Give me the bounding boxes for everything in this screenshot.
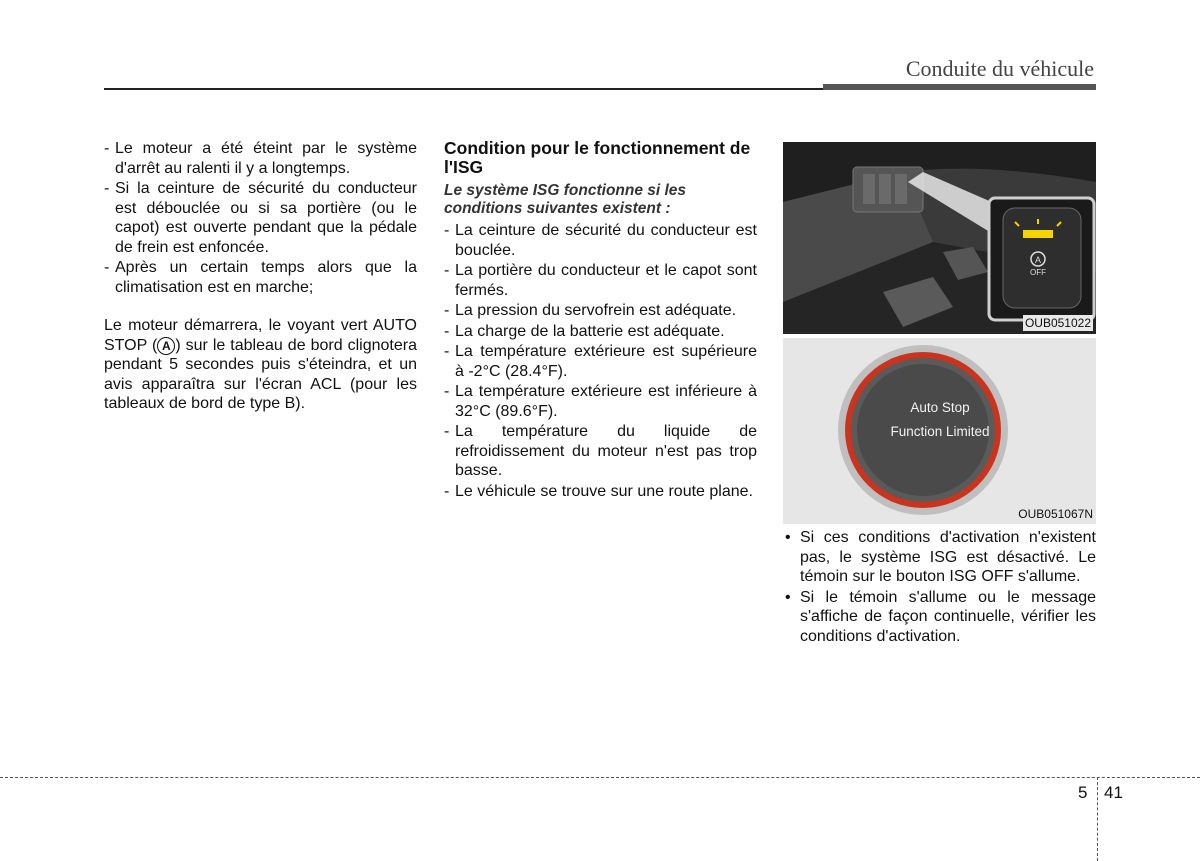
figure-code: OUB051067N (1018, 507, 1093, 521)
list-item-text: Si ces conditions d'activation n'existent pas, le système ISG est désactivé. Le témoin sur le bouton ISG OFF s'allume. (800, 529, 1096, 585)
footer-divider (1097, 777, 1098, 861)
conditions-list-left (104, 139, 417, 297)
column-left (104, 139, 417, 414)
column-right (785, 528, 1096, 647)
dashboard-illustration (783, 142, 1096, 334)
list-item-text: Si la ceinture de sécurité du conducteur est débouclée ou si sa portière (ou le capot) est ouverte pendant que la pédale de frein est enfoncée. (115, 180, 417, 256)
list-item-text: Le véhicule se trouve sur une route plane. (455, 482, 753, 500)
chapter-number: 5 (1078, 783, 1088, 802)
isg-button-label: OFF (1030, 268, 1046, 277)
auto-stop-icon: A (157, 337, 175, 355)
bullet-mark: • (785, 588, 791, 606)
list-item (785, 528, 1096, 587)
dash-mark: - (444, 222, 450, 239)
dash-mark: - (444, 383, 450, 400)
isg-button-glyph: A (1034, 255, 1042, 265)
list-item (444, 322, 757, 342)
list-item (104, 179, 417, 257)
paragraph-text-end: ) sur le tableau de bord clignotera pendant 5 secondes puis s'éteindra, et un avis apparaîtra sur l'écran ACL (pour les tableaux de bord de type B). (104, 336, 417, 412)
figure-auto-stop-display (783, 338, 1096, 524)
page-header-title: Conduite du véhicule (905, 56, 1094, 81)
footer-rule (0, 777, 1200, 778)
restart-paragraph (104, 316, 417, 414)
isg-conditions-list (444, 221, 757, 501)
dash-mark: - (104, 140, 110, 157)
list-item (104, 139, 417, 178)
figure-code: OUB051022 (1024, 316, 1091, 330)
figure-isg-off-button (783, 142, 1096, 334)
display-line-2: Function Limited (890, 424, 990, 439)
list-item-text: La charge de la batterie est adéquate. (455, 322, 725, 340)
list-item-text: La portière du conducteur et le capot sont fermés. (455, 262, 757, 299)
list-item-text: Si le témoin s'allume ou le message s'affiche de façon continuelle, vérifier les conditions d'activation. (800, 588, 1096, 645)
dash-mark: - (444, 262, 450, 279)
list-item (444, 261, 757, 300)
dash-mark: - (444, 343, 450, 360)
list-item (104, 258, 417, 297)
list-item (785, 588, 1096, 647)
list-item (444, 482, 757, 502)
list-item-text: La ceinture de sécurité du conducteur est bouclée. (455, 222, 757, 259)
dash-mark: - (444, 322, 450, 340)
list-item (444, 342, 757, 381)
display-illustration (783, 338, 1096, 524)
dash-mark: - (104, 259, 110, 276)
list-item-text: La température extérieure est supérieure à -2°C (28.4°F). (455, 343, 757, 380)
list-item (444, 422, 757, 481)
list-item-text: Après un certain temps alors que la climatisation est en marche; (115, 259, 417, 296)
dash-mark: - (104, 180, 110, 197)
page-number: 41 (1104, 783, 1123, 802)
list-item-text: La température extérieure est inférieure à 32°C (89.6°F). (455, 383, 757, 420)
list-item-text: La pression du servofrein est adéquate. (455, 302, 737, 319)
dash-mark: - (444, 423, 450, 440)
display-line-1: Auto Stop (910, 400, 970, 415)
bullet-mark: • (785, 529, 791, 546)
header-rule-accent (823, 84, 1096, 90)
column-middle (444, 139, 757, 502)
paragraph-text-start: Le moteur démarrera, le voyant vert AUTO STOP ( (104, 317, 417, 354)
dash-mark: - (444, 302, 450, 319)
section-title: Condition pour le fonctionnement de l'ISG (444, 138, 751, 177)
list-item (444, 382, 757, 421)
section-subtitle: Le système ISG fonctionne si les conditions suivantes existent : (444, 182, 687, 217)
list-item (444, 221, 757, 260)
list-item (444, 301, 757, 321)
dash-mark: - (444, 482, 450, 500)
notes-list (785, 528, 1096, 646)
list-item-text: Le moteur a été éteint par le système d'arrêt au ralenti il y a longtemps. (115, 140, 417, 177)
list-item-text: La température du liquide de refroidissement du moteur n'est pas trop basse. (455, 423, 757, 479)
